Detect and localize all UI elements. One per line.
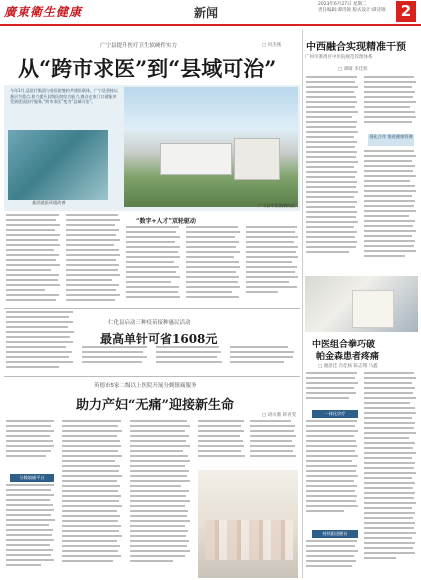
bottom-kicker: 英德市5家二级以上医院开展分娩镇痛服务 — [94, 383, 197, 389]
issue-editors: 责任编辑:谭诗锦 版式设计:谭诗锦 — [318, 8, 386, 13]
story-divider-2 — [4, 376, 300, 377]
lead-subhead: “数字+人才”双轮驱动 — [136, 218, 196, 225]
middle-headline: 最高单针可省1608元 — [100, 332, 218, 346]
section-title: 新闻 — [194, 6, 219, 20]
right-byline: □ 谭晴 李佳铭 — [338, 67, 368, 72]
lead-body-col-5 — [246, 226, 300, 306]
lead-body-col-4 — [186, 226, 242, 306]
right-bottom-headline-2: 帕金森患者疼痛 — [316, 352, 380, 362]
hospital-building — [160, 143, 232, 175]
lead-headline: 从“跨市求医”到“县域可治” — [18, 56, 277, 81]
hospital-photo-caption: 广宁县中医院新院区 — [258, 203, 296, 208]
column-divider — [302, 30, 303, 578]
hospital-building-annex — [234, 138, 280, 180]
middle-body-col-1 — [6, 311, 76, 373]
clinic-photo-doctor — [352, 290, 394, 328]
bottom-byline: □ 胡川薇 韩青雯 — [262, 413, 297, 418]
right-body-col-2b — [364, 150, 418, 272]
masthead-logo: 廣東衛生健康 — [4, 5, 83, 19]
lead-body-col-2 — [66, 214, 122, 306]
lead-kicker: 广宁县提升医疗卫生软硬件实力 — [100, 43, 178, 49]
page-number: 2 — [396, 1, 416, 22]
surgery-photo — [8, 130, 108, 200]
right-body-col-1 — [306, 76, 360, 272]
middle-kicker: 仁化县启动三种疫苗接种惠民活动 — [108, 320, 191, 326]
lead-body-col-1 — [6, 214, 62, 306]
bottom-body-col-2 — [62, 420, 124, 576]
bottom-body-col-3 — [130, 420, 192, 576]
issue-info — [318, 2, 388, 14]
middle-body-cols — [82, 346, 298, 372]
maternity-photo-figures — [205, 520, 293, 560]
issue-date: 2023年6月27日 星期二 — [318, 2, 367, 7]
right-bottom-col-1c — [306, 540, 360, 576]
right-tag-2: 持续跟进随访 — [312, 530, 358, 538]
right-bottom-headline-1: 中医组合拳巧破 — [312, 340, 376, 350]
right-bottom-col-1a — [306, 372, 360, 406]
bottom-body-col-4 — [198, 420, 298, 466]
right-headline: 中西融合实现精准干预 — [306, 42, 406, 53]
lead-byline: □ 何杰燕 — [262, 43, 282, 48]
right-bottom-col-2 — [364, 372, 418, 576]
bottom-body-col-1b — [6, 484, 56, 576]
right-tag-1: 一体化诊疗 — [312, 410, 358, 418]
lead-summary-text: 今年1月,县医疗集团与省医院签约共建医联体。广宁县坚持以基层为重点,着力提升县级医院综合能力,群众在家门口就能享受到优质医疗服务,“跨市求医”变为“县域可治”。 — [10, 88, 118, 105]
bottom-headline: 助力产妇“无痛”迎接新生命 — [76, 398, 234, 413]
right-bottom-col-1b — [306, 420, 360, 524]
bottom-left-tag: 分娩镇痛平台 — [10, 474, 54, 482]
right-kicker: 广州市番禺区中医院规范管理体系 — [305, 55, 373, 60]
right-body-col-2a — [364, 76, 418, 132]
bottom-body-col-1a — [6, 420, 56, 470]
lead-body-col-3 — [126, 226, 182, 306]
story-divider-1 — [4, 308, 300, 309]
surgery-photo-caption: 基层就医环境改善 — [32, 200, 66, 205]
right-bottom-byline: □ 谢思佳 肖佳杨 陈志翔 马鑫 — [318, 364, 378, 369]
right-sidebar-tag: 强化合作 推进健康管理 — [368, 134, 414, 146]
